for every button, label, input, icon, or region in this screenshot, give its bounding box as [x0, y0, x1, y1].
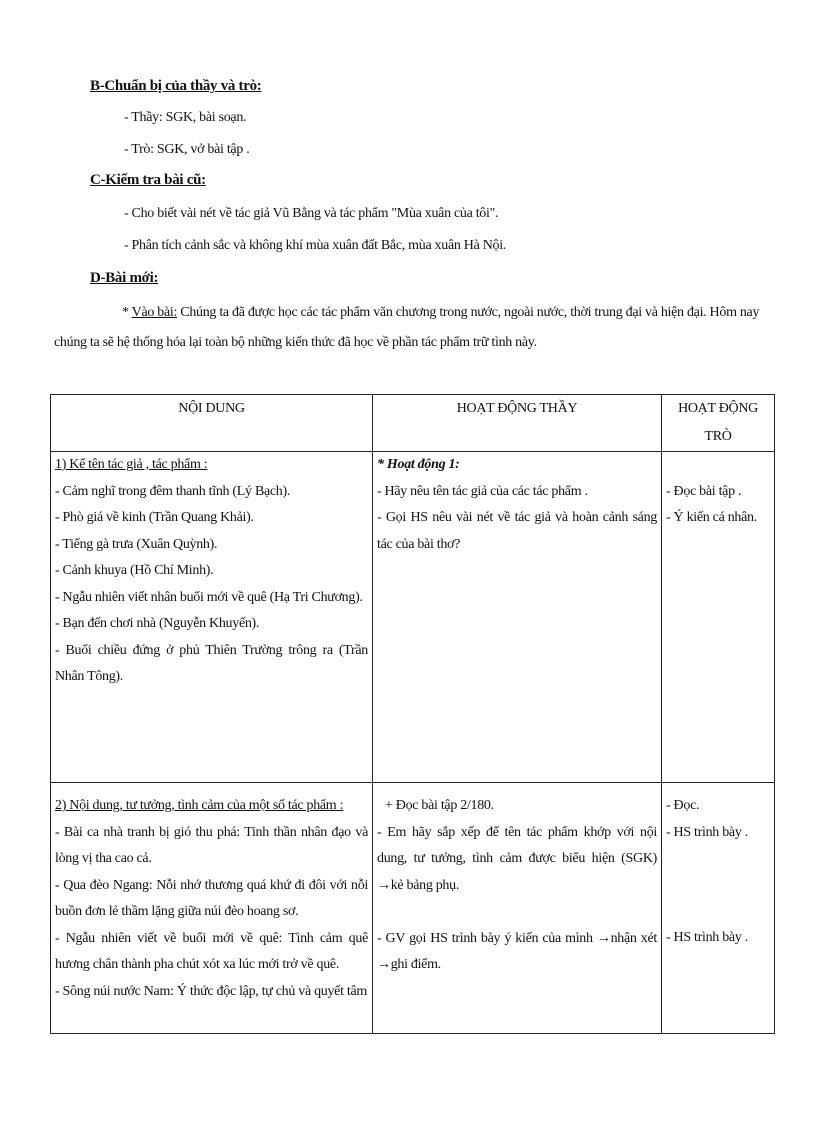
row1-content-title: 1) Kể tên tác giả , tác phẩm :	[55, 457, 208, 472]
row1-teacher-cell	[373, 452, 662, 783]
row2-teacher-item: + Đọc bài tập 2/180.	[385, 798, 494, 813]
row1-student-item: - Đọc bài tập .	[666, 483, 742, 499]
row1-content-item: - Ngẫu nhiên viết nhân buổi mới về quê (Hạ Tri Chương).	[55, 589, 363, 605]
header-student: HOẠT ĐỘNG TRÒ	[662, 395, 775, 452]
section-b-item: - Trò: SGK, vở bài tập .	[124, 142, 250, 157]
intro-text: Chúng ta đã được học các tác phẩm văn chương trong nước, ngoài nước, thời trung đại và hiện đại. Hôm nay chúng ta sẽ hệ thống hóa lại toàn bộ những kiến thức đã học về phần tác phẩm trữ tình này.	[54, 305, 760, 350]
row1-teacher-item: - Gọi HS nêu vài nét về tác giả và hoàn cảnh sáng tác của bài thơ?	[377, 510, 657, 552]
lesson-table	[50, 394, 775, 1034]
row1-content-cell	[51, 452, 373, 783]
row1-content-item: - Phò giá về kinh (Trần Quang Khải).	[55, 510, 254, 525]
row1-content-item: - Cảnh khuya (Hồ Chí Minh).	[55, 563, 214, 578]
section-c-heading: C-Kiểm tra bài cũ:	[90, 172, 206, 188]
header-content: NỘI DUNG	[51, 395, 373, 452]
table-row	[51, 783, 775, 1034]
row2-content-title: 2) Nội dung, tư tưởng, tình cảm của một số tác phẩm :	[55, 798, 344, 813]
row2-student-cell	[662, 783, 775, 1034]
row2-teacher-item: - Em hãy sắp xếp để tên tác phẩm khớp với nội dung, tư tưởng, tình cảm được biểu hiện (SGK) →kẻ bảng phụ.	[377, 824, 657, 893]
row1-content-item: - Tiếng gà trưa (Xuân Quỳnh).	[55, 536, 218, 552]
row2-content-item: - Bài ca nhà tranh bị gió thu phá: Tinh thần nhân đạo và lòng vị tha cao cả.	[55, 824, 368, 866]
intro-prefix: *	[122, 305, 132, 320]
row2-content-cell	[51, 783, 373, 1034]
section-b-heading: B-Chuẩn bị của thầy và trò:	[90, 78, 262, 94]
section-c-item: - Cho biết vài nét về tác giả Vũ Bằng và tác phẩm "Mùa xuân của tôi".	[124, 206, 499, 221]
row1-content-item: - Bạn đến chơi nhà (Nguyễn Khuyến).	[55, 616, 260, 631]
row2-content-item: - Ngẫu nhiên viết về buổi mới về quê: Tình cảm quê hương chân thành pha chút xót xa lúc mới trở về quê.	[55, 930, 368, 972]
row1-content-item: - Buổi chiều đứng ở phủ Thiên Trường trông ra (Trần Nhân Tông).	[55, 642, 368, 684]
row2-content-item: - Qua đèo Ngang: Nỗi nhớ thương quá khứ đi đôi với nỗi buồn đơn lẻ thầm lặng giữa núi đèo hoang sơ.	[55, 877, 368, 919]
row2-student-item: - HS trình bày .	[666, 824, 748, 840]
header-teacher: HOẠT ĐỘNG THẦY	[373, 395, 662, 452]
intro-paragraph	[54, 298, 774, 358]
section-b-item: - Thầy: SGK, bài soạn.	[124, 110, 247, 125]
row1-content-item: - Cảm nghĩ trong đêm thanh tĩnh (Lý Bạch).	[55, 483, 291, 499]
row1-student-item: - Ý kiến cá nhân.	[666, 510, 757, 525]
section-d-heading: D-Bài mới:	[90, 270, 159, 286]
row2-student-item: - HS trình bày .	[666, 929, 748, 945]
row1-teacher-item: - Hãy nêu tên tác giả của các tác phẩm .	[377, 483, 588, 499]
row2-teacher-item: - GV gọi HS trình bày ý kiến của mình →nhận xét →ghi điểm.	[377, 930, 657, 972]
row2-teacher-cell	[373, 783, 662, 1034]
section-c-item: - Phân tích cảnh sắc và không khí mùa xuân đất Bắc, mùa xuân Hà Nội.	[124, 238, 506, 253]
row2-student-item: - Đọc.	[666, 798, 700, 813]
table-header-row	[51, 395, 775, 452]
row2-content-item: - Sông núi nước Nam: Ý thức độc lập, tự chủ và quyết tâm	[55, 983, 367, 999]
row1-teacher-title: * Hoạt động 1:	[377, 457, 460, 472]
row1-student-cell	[662, 452, 775, 783]
intro-label: Vào bài:	[131, 305, 178, 320]
table-row	[51, 452, 775, 783]
